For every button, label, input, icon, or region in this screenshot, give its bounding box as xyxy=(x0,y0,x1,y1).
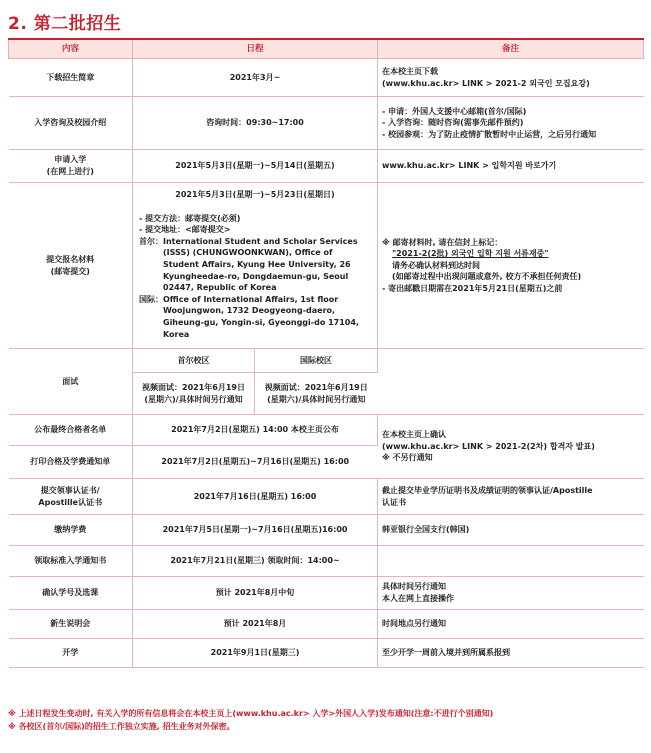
row-note xyxy=(378,59,644,97)
row-note xyxy=(378,183,644,349)
row-date: 预计 2021年8月中旬 xyxy=(133,577,378,610)
row-category: 下载招生简章 xyxy=(9,59,133,97)
interview-seoul xyxy=(133,373,255,415)
note-line: 截止提交毕业学历证明书及成绩证明的领事认证/Apostille xyxy=(382,485,593,495)
note-line: 请务必确认材料到达时间 xyxy=(392,260,481,270)
note-line: - 申请：外国人支援中心邮箱(首尔/国际) xyxy=(382,106,527,116)
table-row xyxy=(9,610,644,639)
row-category xyxy=(9,150,133,183)
footnote: ※ 各校区(首尔/国际)的招生工作独立实施, 招生业务对外保密。 xyxy=(8,722,235,732)
category-line: 提交报名材料 xyxy=(46,254,95,264)
note-line: ※ 不另行通知 xyxy=(382,453,433,463)
note-line: ※ 邮寄材料时, 请在信封上标记： xyxy=(382,237,503,247)
row-date: 2021年7月2日(星期五)~7月16日(星期五) 16:00 xyxy=(133,446,378,479)
interview-line: (星期六)/具体时间另行通知 xyxy=(144,394,243,404)
category-line: (在网上进行) xyxy=(46,167,94,176)
intl-address-key: 国际： xyxy=(139,294,163,304)
row-date: 预计 2021年8月 xyxy=(133,610,378,639)
row-note xyxy=(378,577,644,610)
row-note: 韩亚银行全国支行(韩国) xyxy=(378,515,644,546)
seoul-address xyxy=(139,236,371,294)
row-category: 公布最终合格者名单 xyxy=(9,415,133,446)
row-category: 新生说明会 xyxy=(9,610,133,639)
table-row xyxy=(9,349,644,373)
category-line: (邮寄提交) xyxy=(50,266,90,276)
footnote: ※ 上述日程发生变动时, 有关入学的所有信息将会在本校主页上(www.khu.ac.kr> 入学>外国人入学)发布通知(注意:不进行个别通知) xyxy=(8,709,494,718)
schedule-table xyxy=(8,38,644,668)
note-line: - 校园参观：为了防止疫情扩散暂时中止运营，之后另行通知 xyxy=(382,129,597,139)
note-line: 在本校主页下载 xyxy=(382,66,439,76)
note-line: (www.khu.ac.kr> LINK > 2021-2 외국인 모집요강) xyxy=(382,78,590,88)
row-date: 咨询时间：09:30~17:00 xyxy=(133,97,378,150)
note-line: 具体时间另行通知 xyxy=(382,582,447,592)
table-row xyxy=(9,59,644,97)
category-line: Apostille认证书 xyxy=(38,497,103,507)
row-category xyxy=(9,183,133,349)
campus-international: 国际校区 xyxy=(255,349,378,373)
note-line: "2021-2(2批) 외국인 입학 지원 서류재중" xyxy=(392,249,549,259)
row-note xyxy=(378,546,644,577)
note-line: 在本校主页上确认 xyxy=(382,430,447,440)
row-note xyxy=(378,479,644,515)
header-remarks: 备注 xyxy=(378,39,644,59)
row-note: 至少开学一周前入境并到所属系报到 xyxy=(378,639,644,668)
submission-method: - 提交方法：邮寄提交(必须) xyxy=(139,213,241,223)
row-date: 2021年5月3日(星期一)~5月14日(星期五) xyxy=(133,150,378,183)
table-header-row xyxy=(9,39,644,59)
row-date: 2021年3月~ xyxy=(133,59,378,97)
header-schedule: 日程 xyxy=(133,39,378,59)
row-category: 开学 xyxy=(9,639,133,668)
note-line: - 寄出邮戳日期需在2021年5月21日(星期五)之前 xyxy=(382,283,563,293)
submission-period: 2021年5月3日(星期一)~5月23日(星期日) xyxy=(175,190,335,199)
table-row xyxy=(9,415,644,446)
note-line: - 入学咨询：随时咨询(需事先邮件预约) xyxy=(382,118,524,128)
table-row xyxy=(9,515,644,546)
row-category: 确认学号及选课 xyxy=(9,577,133,610)
seoul-address-value: International Student and Scholar Services (ISSS) (CHUNGWOONKWAN), Office of Student Affairs, Kyung Hee University, 26 Kyungheedae-ro, Dongdaemun-gu, Seoul 02447, Republic of Korea xyxy=(163,236,358,293)
row-date: 2021年7月2日(星期五) 14:00 本校主页公布 xyxy=(133,415,378,446)
interview-line: (星期六)/具体时间另行通知 xyxy=(267,394,366,404)
note-line: (如邮寄过程中出现问题或意外, 校方不承担任何责任) xyxy=(392,272,582,282)
seoul-address-key: 首尔： xyxy=(139,236,163,246)
header-content: 内容 xyxy=(9,39,133,59)
interview-international xyxy=(255,373,378,415)
row-date: 2021年7月5日(星期一)~7月16日(星期五)16:00 xyxy=(133,515,378,546)
row-date: 2021年9月1日(星期三) xyxy=(133,639,378,668)
row-category: 入学咨询及校园介绍 xyxy=(9,97,133,150)
row-category: 领取标准入学通知书 xyxy=(9,546,133,577)
section-title: 2. 第二批招生 xyxy=(8,14,122,34)
intl-address xyxy=(139,294,371,340)
table-row xyxy=(9,639,644,668)
category-line: 提交领事认证书/ xyxy=(40,485,100,495)
row-note: www.khu.ac.kr> LINK > 입학지원 바로가기 xyxy=(378,150,644,183)
submission-address-label: - 提交地址：<邮寄提交> xyxy=(139,225,231,235)
table-row xyxy=(9,97,644,150)
row-note xyxy=(378,97,644,150)
table-row xyxy=(9,546,644,577)
row-category xyxy=(9,479,133,515)
table-row xyxy=(9,479,644,515)
intl-address-value: Office of International Affairs, 1st floor Woojungwon, 1732 Deogyeong-daero, Giheung-gu, Yongin-si, Gyeonggi-do 17104, Korea xyxy=(163,294,359,339)
row-note xyxy=(378,415,644,479)
footnotes xyxy=(8,707,493,733)
campus-seoul: 首尔校区 xyxy=(133,349,255,373)
table-row xyxy=(9,150,644,183)
interview-line: 视频面试：2021年6月19日 xyxy=(142,382,245,392)
note-line: 认证书 xyxy=(382,497,407,507)
row-category: 打印合格及学费通知单 xyxy=(9,446,133,479)
row-date: 2021年7月16日(星期五) 16:00 xyxy=(133,479,378,515)
row-category: 缴纳学费 xyxy=(9,515,133,546)
note-line: (www.khu.ac.kr> LINK > 2021-2(2차) 합격자 발표) xyxy=(382,441,595,451)
row-category: 面试 xyxy=(9,349,133,415)
row-note xyxy=(378,349,644,415)
note-line: 本人在网上直接操作 xyxy=(382,594,455,603)
category-line: 申请入学 xyxy=(54,155,87,165)
table-row xyxy=(9,577,644,610)
interview-line: 视频面试：2021年6月19日 xyxy=(264,382,368,392)
table-row xyxy=(9,183,644,349)
row-date: 2021年7月21日(星期三) 领取时间：14:00~ xyxy=(133,546,378,577)
row-note: 时间地点另行通知 xyxy=(378,610,644,639)
row-date xyxy=(133,183,378,349)
